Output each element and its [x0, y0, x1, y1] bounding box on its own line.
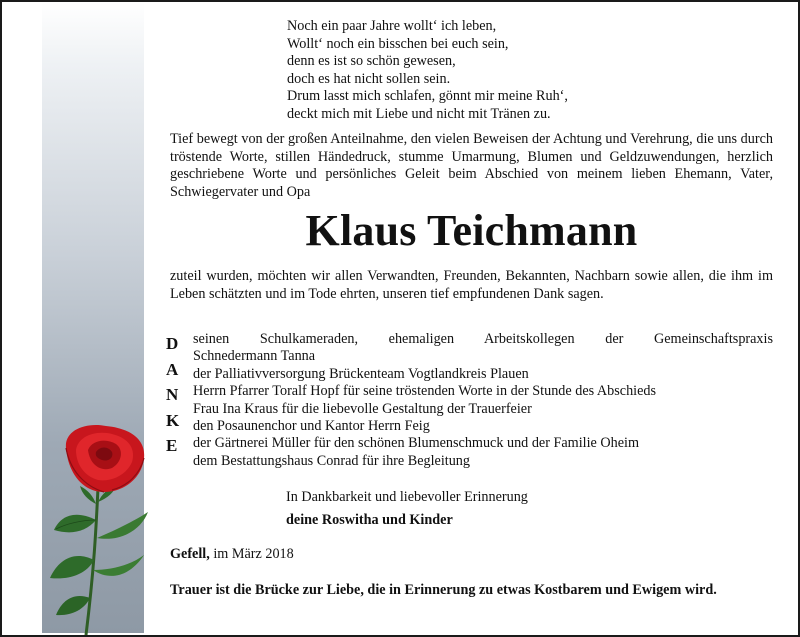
place: Gefell, — [170, 546, 210, 562]
poem-line: deckt mich mit Liebe und nicht mit Tränen zu. — [287, 105, 551, 122]
danke-item: seinen Schulkameraden, ehemaligen Arbeitskollegen der Gemeinschaftspraxis — [193, 331, 773, 347]
place-date — [170, 546, 294, 564]
closing-line: In Dankbarkeit und liebevoller Erinnerung — [286, 489, 528, 505]
danke-item: der Gärtnerei Müller für den schönen Blumenschmuck und der Familie Oheim — [193, 435, 639, 452]
danke-acrostic — [166, 331, 188, 459]
danke-item: Frau Ina Kraus für die liebevolle Gestaltung der Trauerfeier — [193, 400, 532, 417]
poem-line: Wollt‘ noch ein bisschen bei euch sein, — [287, 35, 509, 52]
poem — [287, 18, 767, 124]
danke-item: Schnedermann Tanna — [193, 348, 316, 365]
intro-paragraph: Tief bewegt von der großen Anteilnahme, den vielen Beweisen der Achtung und Verehrung, die uns durch tröstende Worte, stillen Händedruck, stumme Umarmung, Blumen und Geldzuwendungen, herzlich geschriebene Worte und persönliches Geleit beim Abschied von meinem lieben Ehemann, Vater, Schwiegervater und Opa — [170, 131, 773, 200]
danke-item: dem Bestattungshaus Conrad für ihre Begleitung — [193, 452, 470, 469]
closing-quote: Trauer ist die Brücke zur Liebe, die in Erinnerung zu etwas Kostbarem und Ewigem wird. — [170, 582, 717, 598]
danke-letter: K — [166, 410, 180, 430]
signature: deine Roswitha und Kinder — [286, 512, 453, 528]
danke-letter: D — [166, 334, 179, 353]
rose-icon — [36, 420, 186, 635]
danke-item: den Posaunenchor und Kantor Herrn Feig — [193, 418, 430, 435]
deceased-name: Klaus Teichmann — [305, 206, 638, 255]
danke-item: Herrn Pfarrer Toralf Hopf für seine tröstenden Worte in der Stunde des Abschieds — [193, 383, 657, 400]
danke-list — [193, 331, 773, 470]
danke-letter: E — [166, 436, 178, 455]
poem-line: doch es hat nicht sollen sein. — [287, 70, 451, 87]
danke-letter: A — [166, 359, 179, 379]
date: im März 2018 — [209, 546, 294, 562]
poem-line: Noch ein paar Jahre wollt‘ ich leben, — [287, 18, 497, 34]
thanks-paragraph: zuteil wurden, möchten wir allen Verwandten, Freunden, Bekannten, Nachbarn sowie allen, die ihm im Leben schätzten und im Tode ehrten, unseren tief empfundenen Dank sagen. — [170, 268, 773, 302]
danke-item: der Palliativversorgung Brückenteam Vogtlandkreis Plauen — [193, 365, 529, 382]
poem-line: denn es ist so schön gewesen, — [287, 53, 456, 70]
poem-line: Drum lasst mich schlafen, gönnt mir meine Ruh‘, — [287, 88, 568, 105]
danke-letter: N — [166, 385, 179, 404]
